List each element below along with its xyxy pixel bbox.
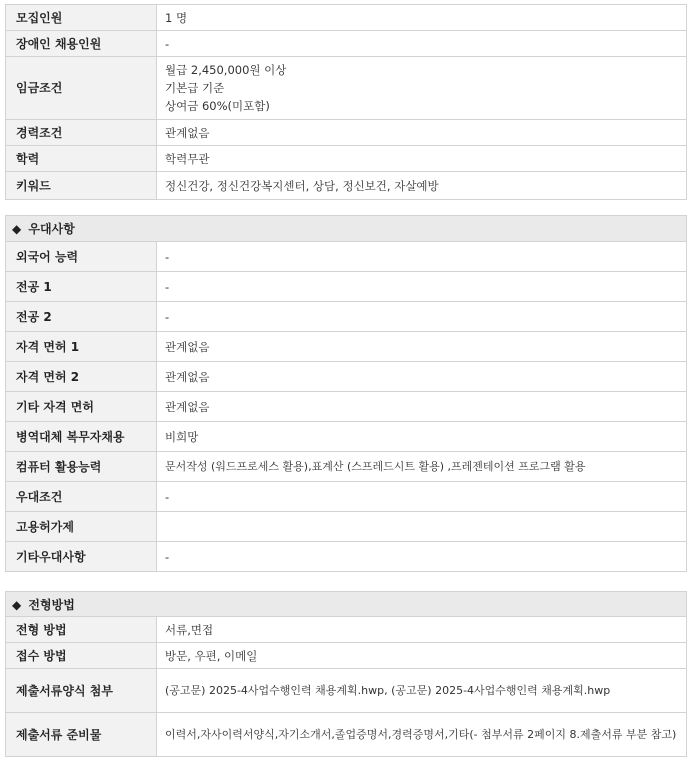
row-label: 기타 자격 면허 bbox=[6, 392, 157, 422]
table-row bbox=[6, 242, 687, 272]
selection-table bbox=[5, 616, 687, 757]
table-row bbox=[6, 392, 687, 422]
job-detail-container bbox=[5, 4, 687, 757]
spacer bbox=[5, 200, 687, 215]
row-label: 모집인원 bbox=[6, 5, 157, 31]
row-value: - bbox=[157, 242, 687, 272]
row-value: 관계없음 bbox=[157, 362, 687, 392]
table-row bbox=[6, 422, 687, 452]
row-label: 자격 면허 1 bbox=[6, 332, 157, 362]
wage-line-3: 상여금 60%(미포함) bbox=[165, 99, 270, 113]
table-row bbox=[6, 643, 687, 669]
row-value: 비희망 bbox=[157, 422, 687, 452]
row-label: 자격 면허 2 bbox=[6, 362, 157, 392]
section-header-preference bbox=[5, 215, 687, 242]
table-row bbox=[6, 302, 687, 332]
row-label: 전형 방법 bbox=[6, 617, 157, 643]
table-row bbox=[6, 172, 687, 200]
attachment-links[interactable]: (공고문) 2025-4사업수행인력 채용계획.hwp, (공고문) 2025-4사업수행인력 채용계획.hwp bbox=[157, 669, 687, 713]
row-value bbox=[157, 57, 687, 120]
wage-line-2: 기본급 기준 bbox=[165, 81, 225, 95]
row-value: 1 명 bbox=[157, 5, 687, 31]
table-row bbox=[6, 669, 687, 713]
row-value: 서류,면접 bbox=[157, 617, 687, 643]
row-label: 전공 2 bbox=[6, 302, 157, 332]
table-row bbox=[6, 512, 687, 542]
row-label: 경력조건 bbox=[6, 120, 157, 146]
row-label: 기타우대사항 bbox=[6, 542, 157, 572]
table-row bbox=[6, 272, 687, 302]
table-row bbox=[6, 713, 687, 757]
table-row bbox=[6, 452, 687, 482]
basic-info-table bbox=[5, 4, 687, 200]
row-label: 우대조건 bbox=[6, 482, 157, 512]
table-row bbox=[6, 57, 687, 120]
row-value: - bbox=[157, 542, 687, 572]
table-row bbox=[6, 617, 687, 643]
row-value: 관계없음 bbox=[157, 332, 687, 362]
spacer bbox=[5, 572, 687, 591]
row-label: 고용허가제 bbox=[6, 512, 157, 542]
row-label: 외국어 능력 bbox=[6, 242, 157, 272]
preference-table bbox=[5, 241, 687, 572]
table-row bbox=[6, 482, 687, 512]
row-label: 장애인 채용인원 bbox=[6, 31, 157, 57]
row-label: 컴퓨터 활용능력 bbox=[6, 452, 157, 482]
table-row bbox=[6, 5, 687, 31]
table-row bbox=[6, 542, 687, 572]
row-label: 학력 bbox=[6, 146, 157, 172]
row-value: 관계없음 bbox=[157, 120, 687, 146]
table-row bbox=[6, 146, 687, 172]
row-value: - bbox=[157, 272, 687, 302]
row-label: 전공 1 bbox=[6, 272, 157, 302]
row-value: 방문, 우편, 이메일 bbox=[157, 643, 687, 669]
row-value: - bbox=[157, 31, 687, 57]
row-label: 제출서류양식 첨부 bbox=[6, 669, 157, 713]
row-label: 접수 방법 bbox=[6, 643, 157, 669]
row-label: 병역대체 복무자채용 bbox=[6, 422, 157, 452]
table-row bbox=[6, 332, 687, 362]
table-row bbox=[6, 362, 687, 392]
row-label: 키워드 bbox=[6, 172, 157, 200]
row-value: - bbox=[157, 302, 687, 332]
row-label: 제출서류 준비물 bbox=[6, 713, 157, 757]
wage-line-1: 월급 2,450,000원 이상 bbox=[165, 63, 287, 77]
row-value bbox=[157, 512, 687, 542]
section-title: 전형방법 bbox=[28, 598, 75, 612]
section-title: 우대사항 bbox=[28, 222, 75, 236]
row-value: 관계없음 bbox=[157, 392, 687, 422]
row-value: 정신건강, 정신건강복지센터, 상담, 정신보건, 자살예방 bbox=[157, 172, 687, 200]
table-row bbox=[6, 31, 687, 57]
row-value: 문서작성 (워드프로세스 활용),표계산 (스프레드시트 활용) ,프레젠테이션 프로그램 활용 bbox=[157, 452, 687, 482]
row-value: - bbox=[157, 482, 687, 512]
row-label: 임금조건 bbox=[6, 57, 157, 120]
diamond-icon: ◆ bbox=[12, 222, 22, 236]
diamond-icon: ◆ bbox=[12, 598, 22, 612]
table-row bbox=[6, 120, 687, 146]
row-value: 이력서,자사이력서양식,자기소개서,졸업증명서,경력증명서,기타(- 첨부서류 2페이지 8.제출서류 부분 참고) bbox=[157, 713, 687, 757]
row-value: 학력무관 bbox=[157, 146, 687, 172]
section-header-selection bbox=[5, 591, 687, 617]
